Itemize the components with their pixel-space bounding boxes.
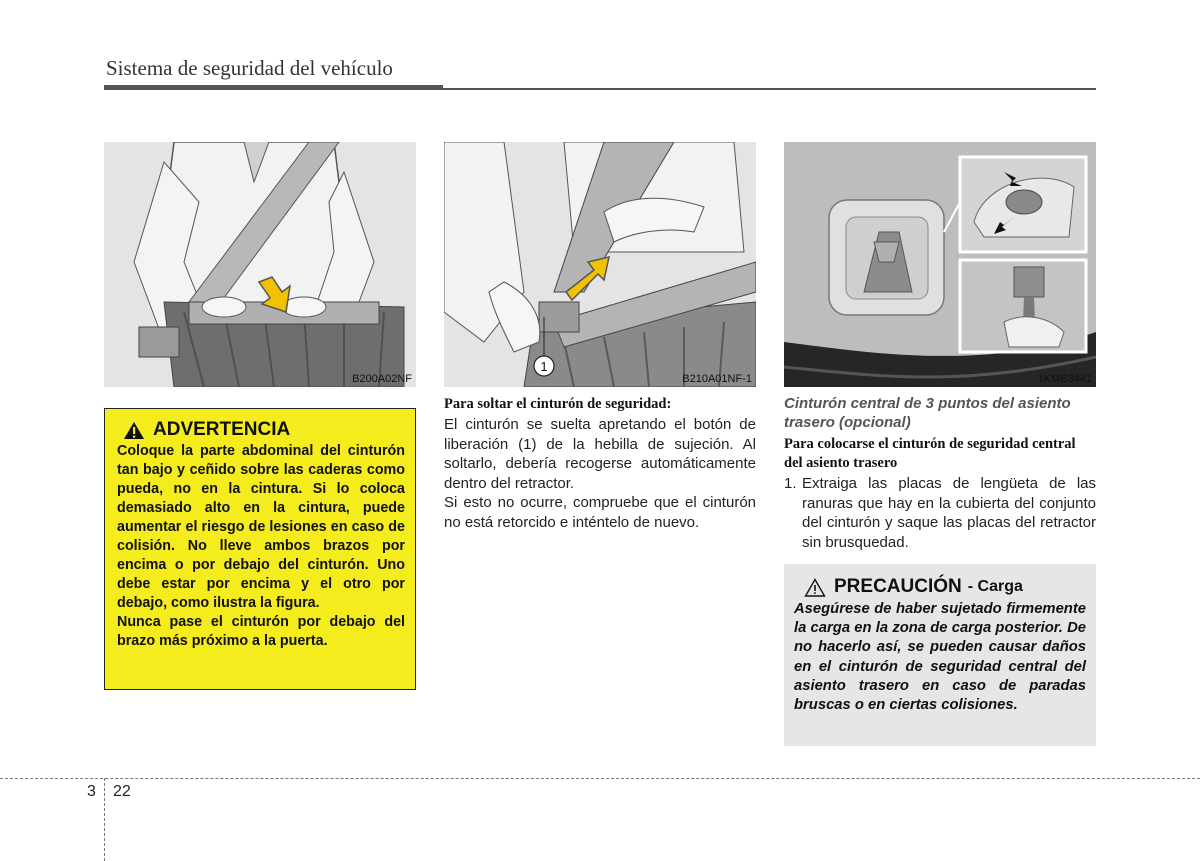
caution-header — [804, 576, 1086, 598]
figure-code: 1KMB3441 — [1037, 373, 1092, 385]
caution-title: PRECAUCIÓN — [834, 576, 962, 597]
header-rule-thick — [104, 85, 443, 90]
footer-vertical-divider — [104, 778, 105, 861]
caution-text: Asegúrese de haber sujetado firmemente la carga en la zona de carga posterior. De no hacerlo así, se pueden causar daños en el cinturón de seguridad central del asiento trasero en caso de paradas bruscas o en ciertas colisiones. — [794, 601, 1086, 714]
figure-code: B200A02NF — [352, 373, 412, 385]
release-belt-illustration — [444, 142, 756, 387]
release-heading: Para soltar el cinturón de seguridad: — [444, 396, 672, 412]
step-text: Extraiga las placas de lengüeta de las ranuras que hay en la cubierta del conjunto del cinturón y saque las placas del retractor sin brusquedad. — [802, 475, 1096, 551]
center-belt-heading: Para colocarse el cinturón de seguridad central del asiento trasero — [784, 436, 1076, 471]
figure-center-belt — [784, 142, 1096, 387]
release-paragraph-2: Si esto no ocurre, compruebe que el cinturón no está retorcido e inténtelo de nuevo. — [444, 494, 756, 531]
callout-1: 1 — [540, 359, 548, 374]
caution-box — [784, 564, 1096, 746]
footer-divider — [0, 778, 1200, 779]
figure-release-belt — [444, 142, 756, 387]
center-belt-caption: Cinturón central de 3 puntos del asiento trasero (opcional) — [784, 395, 1071, 431]
warning-header — [123, 419, 405, 441]
page-chapter: 3 — [87, 783, 96, 800]
warning-title: ADVERTENCIA — [153, 419, 291, 440]
warning-box — [104, 408, 416, 690]
lap-belt-illustration — [104, 142, 416, 387]
warning-triangle-icon — [123, 421, 145, 440]
caution-subtitle: - Carga — [967, 578, 1023, 595]
header-title: Sistema de seguridad del vehículo — [106, 56, 393, 80]
caution-triangle-icon — [804, 578, 826, 597]
figure-code: B210A01NF-1 — [682, 373, 752, 385]
release-paragraph-1: El cinturón se suelta apretando el botón de liberación (1) de la hebilla de sujeción. Al soltarlo, debería recogerse automáticamente dentro del retractor. — [444, 416, 756, 492]
center-belt-illustration — [784, 142, 1096, 387]
warning-text: Coloque la parte abdominal del cinturón tan bajo y ceñido sobre las caderas como pueda, no en la cintura. Si lo coloca demasiado alto en la cintura, puede aumentar el riesgo de lesiones en caso de colisión. No lleve ambos brazos por encima o por debajo del cinturón. Uno debe estar por encima y el otro por debajo, como ilustra la figura. — [117, 443, 405, 611]
page-number: 22 — [113, 783, 131, 800]
warning-text-2: Nunca pase el cinturón por debajo del brazo más próximo a la puerta. — [117, 614, 405, 649]
header-rule-thin — [443, 88, 1096, 90]
step-number: 1. — [784, 475, 797, 492]
figure-lap-belt — [104, 142, 416, 387]
